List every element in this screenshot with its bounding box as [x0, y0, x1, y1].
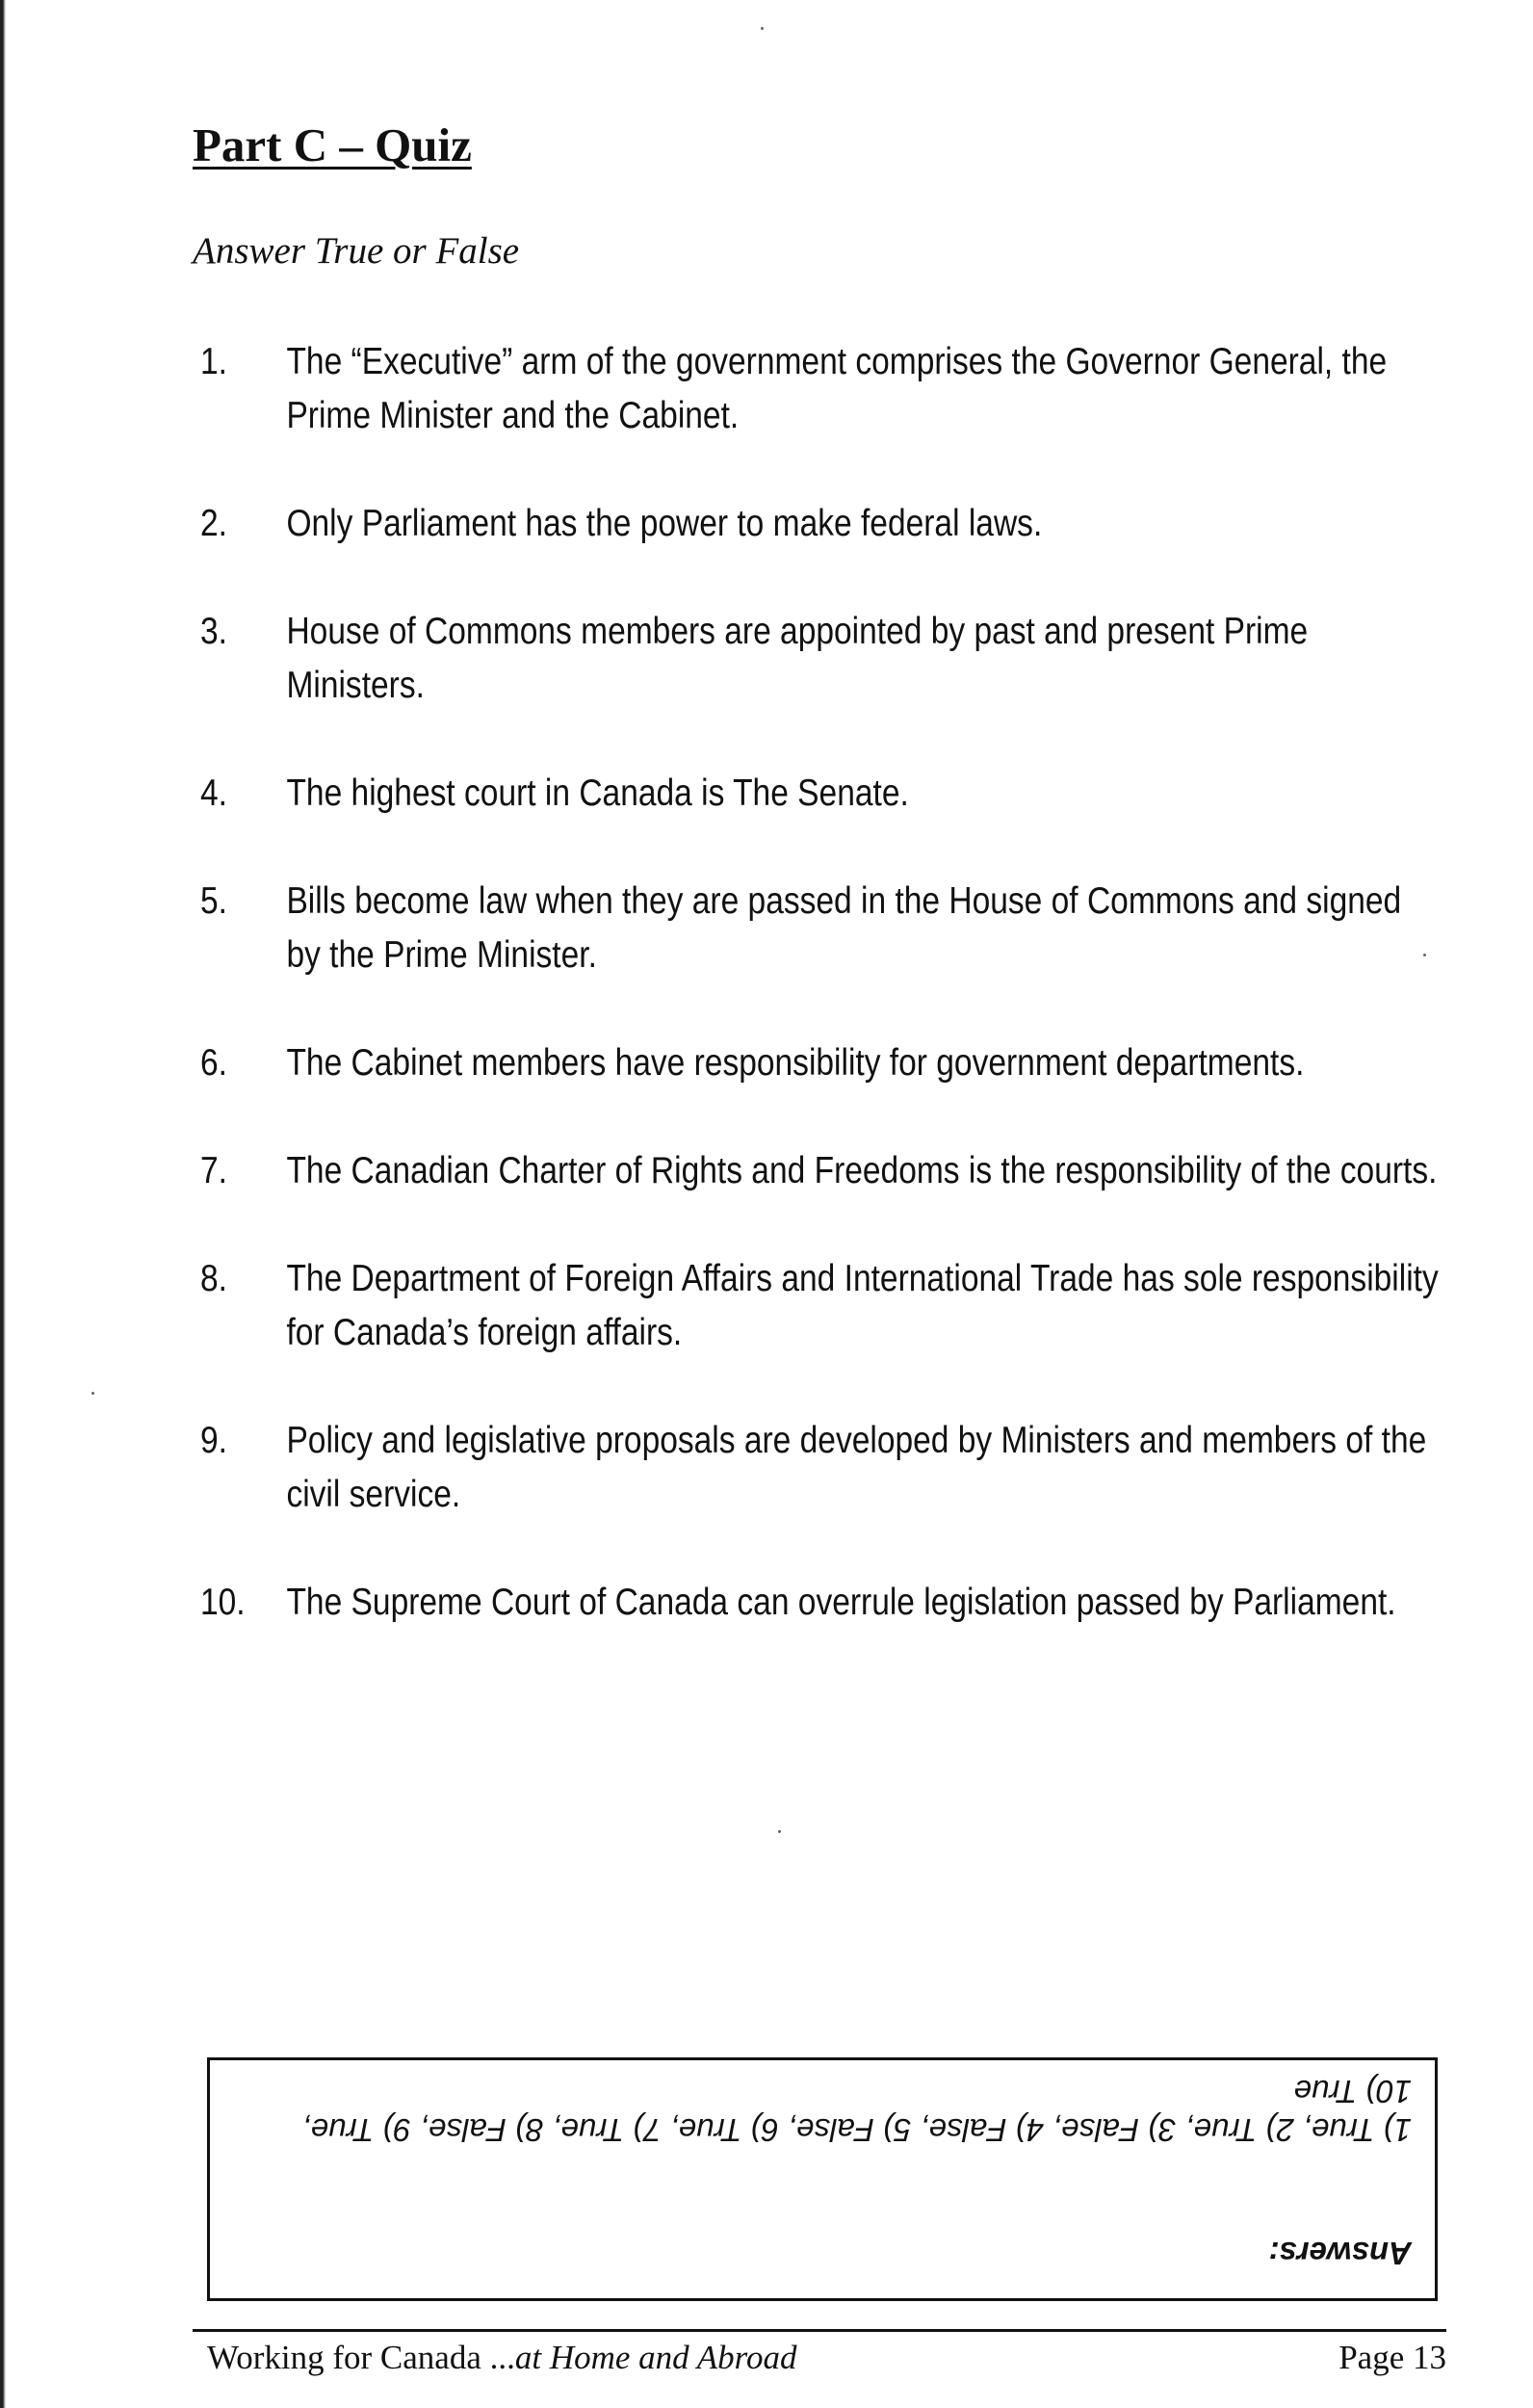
question-number: 3. [200, 611, 227, 652]
question-number: 1. [200, 341, 227, 382]
question-item [200, 1414, 1442, 1522]
question-list [200, 335, 1452, 1684]
question-text: Only Parliament has the power to make federal laws. [286, 503, 1043, 544]
answer-key-label: Answers: [1268, 2236, 1412, 2271]
quiz-instruction: Answer True or False [193, 230, 520, 272]
question-text: The “Executive” arm of the government comprises the Governor General, the Prime Minister and the Cabinet. [286, 341, 1388, 436]
question-item [200, 335, 1442, 443]
scan-speck [91, 1392, 94, 1395]
answer-key-line: 10) True [1293, 2074, 1412, 2109]
question-text: Policy and legislative proposals are developed by Ministers and members of the civil service. [286, 1420, 1427, 1515]
answer-key-box [207, 2057, 1438, 2301]
page-edge-rule [0, 0, 6, 2408]
question-text: The Supreme Court of Canada can overrule legislation passed by Parliament. [286, 1582, 1396, 1623]
question-item [200, 1036, 1442, 1090]
footer-title-plain: Working for Canada ... [207, 2339, 515, 2376]
question-item [200, 875, 1442, 982]
question-text: The Canadian Charter of Rights and Freedoms is the responsibility of the courts. [286, 1150, 1438, 1191]
question-number: 7. [200, 1150, 227, 1191]
footer-publication-title [207, 2339, 797, 2377]
question-number: 8. [200, 1258, 227, 1299]
question-number: 5. [200, 880, 227, 922]
question-number: 9. [200, 1420, 227, 1461]
footer-title-italic: at Home and Abroad [514, 2339, 797, 2376]
question-item [200, 1252, 1442, 1360]
scan-speck [778, 1830, 781, 1833]
page-number: Page 13 [1338, 2339, 1446, 2376]
question-number: 2. [200, 503, 227, 544]
answer-key-line: 1) True, 2) True, 3) False, 4) False, 5) False, 6) True, 7) True, 8) False, 9) True, [301, 2112, 1412, 2148]
question-text: The highest court in Canada is The Senate. [286, 772, 909, 814]
scan-speck [1423, 954, 1426, 956]
question-text: The Cabinet members have responsibility for government departments. [286, 1042, 1305, 1084]
question-item [200, 605, 1442, 713]
answer-key-upside-down [210, 2060, 1435, 2298]
page-title: Part C – Quiz [193, 118, 472, 171]
question-number: 6. [200, 1042, 227, 1084]
question-item [200, 1576, 1442, 1630]
question-text: House of Commons members are appointed by past and present Prime Ministers. [286, 611, 1309, 706]
footer-divider [193, 2329, 1446, 2332]
question-number: 4. [200, 772, 227, 814]
question-text: Bills become law when they are passed in the House of Commons and signed by the Prime Minister. [286, 880, 1402, 976]
question-text: The Department of Foreign Affairs and International Trade has sole responsibility for Canada’s foreign affairs. [286, 1258, 1439, 1353]
question-number: 10. [200, 1582, 246, 1623]
question-item [200, 1144, 1442, 1198]
scan-speck [761, 27, 764, 30]
question-item [200, 497, 1442, 551]
question-item [200, 767, 1442, 821]
